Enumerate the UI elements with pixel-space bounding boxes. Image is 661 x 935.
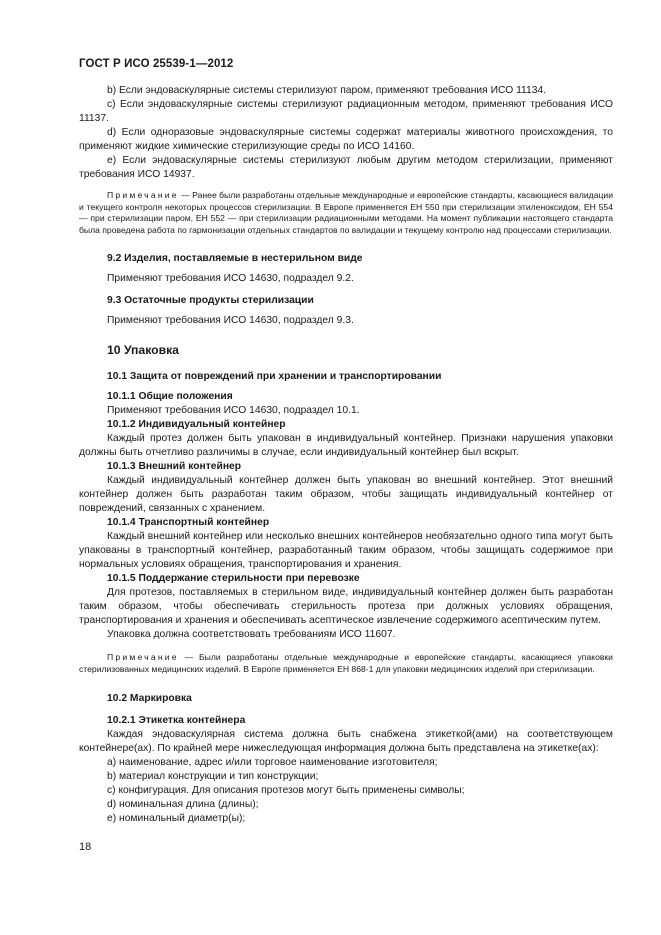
list-item: e) номинальный диаметр(ы); bbox=[107, 812, 246, 824]
section-text-9-2: Применяют требования ИСО 14630, подраздел 9.2. bbox=[107, 273, 354, 285]
list-item: b) Если эндоваскулярные системы стерилизуют паром, применяют требования ИСО 11134. bbox=[107, 85, 547, 96]
list-item: a) наименование, адрес и/или торговое наименование изготовителя; bbox=[107, 756, 438, 768]
section-text-10-1-3: Каждый индивидуальный контейнер должен быть упакован во внешний контейнер. Этот внешний контейнер должен быть разработан таким образом, чтобы защищать индивидуальный контейнер от повреждений, связанных с хранением. bbox=[79, 475, 613, 515]
section-text-10-1-2: Каждый протез должен быть упакован в индивидуальный контейнер. Признаки нарушения упаковки должны быть отчетливо различимы в случае, если индивидуальный контейнер был вскрыт. bbox=[79, 433, 613, 459]
note-2 bbox=[79, 652, 613, 675]
note-text: — Были разработаны отдельные международные и европейские стандарты, касающиеся упаковки стерилизованных медицинских изделий. В Европе применяется ЕН 868-1 для упаковки медицинских изделий при стерилизации. bbox=[79, 652, 613, 674]
section-heading-10-1-3: 10.1.3 Внешний контейнер bbox=[107, 461, 242, 473]
section-heading-9-2: 9.2 Изделия, поставляемые в нестерильном виде bbox=[107, 253, 363, 265]
list-item: c) Если эндоваскулярные системы стерилизуют радиационным методом, применяют требования ИСО 11137. bbox=[79, 99, 613, 124]
list-item: b) материал конструкции и тип конструкции; bbox=[107, 770, 319, 782]
page-content bbox=[79, 84, 613, 826]
note-label: Примечание bbox=[107, 190, 179, 200]
list-item: e) Если эндоваскулярные системы стерилизуют любым другим методом стерилизации, применяют требования ИСО 14937. bbox=[79, 155, 613, 180]
section-heading-10: 10 Упаковка bbox=[107, 343, 179, 358]
section-heading-10-2-1: 10.2.1 Этикетка контейнера bbox=[107, 714, 246, 726]
section-heading-10-1: 10.1 Защита от повреждений при хранении и транспортировании bbox=[107, 371, 442, 383]
section-heading-10-1-2: 10.1.2 Индивидуальный контейнер bbox=[107, 419, 286, 431]
document-header: ГОСТ Р ИСО 25539-1—2012 bbox=[79, 58, 234, 70]
section-text-10-2-1: Каждая эндоваскулярная система должна быть снабжена этикеткой(ами) на соответствующем контейнере(ах). По крайней мере нижеследующая информация должна быть представлена на этикетке(ах): bbox=[79, 728, 613, 754]
section-text-10-1-5: Для протезов, поставляемых в стерильном виде, индивидуальный контейнер должен быть разработан таким образом, чтобы обеспечивать стерильность протеза при должных условиях обращения, транспортирования и хранения и обеспечивать асептическое извлечение содержимого асептическим путем. bbox=[79, 587, 613, 627]
note-1 bbox=[79, 190, 613, 236]
section-heading-9-3: 9.3 Остаточные продукты стерилизации bbox=[107, 295, 314, 307]
section-heading-10-2: 10.2 Маркировка bbox=[107, 692, 192, 704]
section-heading-10-1-5: 10.1.5 Поддержание стерильности при перевозке bbox=[107, 573, 360, 585]
section-text-10-1-5-b: Упаковка должна соответствовать требованиям ИСО 11607. bbox=[107, 629, 396, 641]
note-label: Примечание bbox=[107, 652, 179, 663]
section-heading-10-1-4: 10.1.4 Транспортный контейнер bbox=[107, 517, 270, 529]
section-text-10-1-4: Каждый внешний контейнер или несколько внешних контейнеров необязательно одного типа могут быть упакованы в транспортный контейнер, разработанный таким образом, чтобы защищать содержимое при нормальных условиях обращения, транспортирования и хранения. bbox=[79, 531, 613, 571]
list-item: d) Если одноразовые эндоваскулярные системы содержат материалы животного происхождения, то применяют жидкие химические стерилизующие среды по ИСО 14160. bbox=[79, 127, 613, 152]
note-text: — Ранее были разработаны отдельные международные и европейские стандарты, касающиеся валидации и текущего контроля некоторых процессов стерилизации. В Европе применяется ЕН 550 при стерилизации этиленоксидом, ЕН 554 — при стерилизации паром, ЕН 552 — при стерилизации радиационными методами. На момент публикации настоящего стандарта была проведена работа по гармонизации отдельных стандартов по валидации и текущему контролю над процессами стерилизации. bbox=[79, 190, 613, 235]
list-item: c) конфигурация. Для описания протезов могут быть применены символы; bbox=[107, 784, 465, 796]
section-text-9-3: Применяют требования ИСО 14630, подраздел 9.3. bbox=[107, 315, 354, 327]
page-number: 18 bbox=[79, 841, 92, 853]
list-item: d) номинальная длина (длины); bbox=[107, 798, 259, 810]
section-heading-10-1-1: 10.1.1 Общие положения bbox=[107, 391, 233, 403]
section-text-10-1-1: Применяют требования ИСО 14630, подраздел 10.1. bbox=[107, 405, 360, 417]
